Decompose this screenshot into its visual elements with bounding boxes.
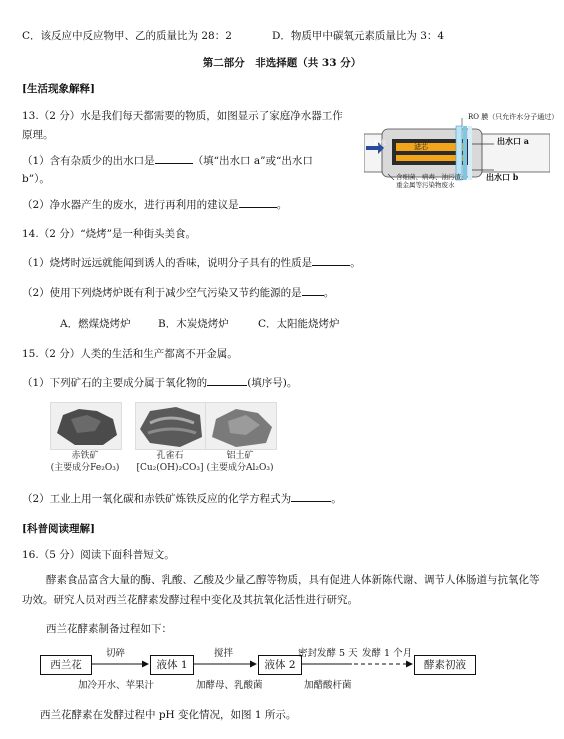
q13-stem-line1: 13.（2 分）水是我们每天都需要的物质，如图显示了家庭净水器工作 xyxy=(22,110,343,122)
flow-box-liquid2: 液体 2 xyxy=(258,655,302,675)
malachite-formula: [Cu₂(OH)₂CO₃] xyxy=(136,463,204,473)
q14-sub2 xyxy=(22,285,334,300)
flow-box-liquid1: 液体 1 xyxy=(150,655,194,675)
arrow4-top-label: 发酵 1 个月 xyxy=(362,648,413,659)
filter-label: 滤芯 xyxy=(414,143,428,151)
q16-last-line: 西兰花酵素在发酵过程中 pH 变化情况，如图 1 所示。 xyxy=(40,709,297,721)
section-header-life: [生活现象解释] xyxy=(22,83,95,95)
hematite-image xyxy=(50,402,122,450)
waste-note-1: 含细菌、病毒、油污渣、 xyxy=(396,173,468,181)
flow-box-broccoli: 西兰花 xyxy=(40,655,92,675)
q13-sub1-text: （1）含有杂质少的出水口是 xyxy=(22,155,155,167)
q13-sub2-end: 。 xyxy=(276,199,288,211)
q13-sub1 xyxy=(22,153,313,168)
q15-sub2-end: 。 xyxy=(331,493,342,505)
arrow3-top-label: 密封发酵 5 天 xyxy=(298,648,358,659)
ro-membrane-label: RO 膜（只允许水分子通过） xyxy=(468,113,559,121)
q14-option-c[interactable]: C．太阳能烧烤炉 xyxy=(258,318,340,330)
malachite-image xyxy=(135,402,207,450)
q13-sub1-cont: b”）。 xyxy=(22,173,50,185)
answer-blank[interactable] xyxy=(312,255,350,266)
arrow1-top-label: 切碎 xyxy=(106,648,126,659)
q14-option-a[interactable]: A．燃煤烧烤炉 xyxy=(60,318,131,330)
q13-sub1-text2: （填“出水口 a”或“出水口 xyxy=(192,155,313,167)
arrow2-bottom-label: 加酵母、乳酸菌 xyxy=(196,680,263,691)
bauxite-image xyxy=(205,402,277,450)
bauxite-caption xyxy=(190,450,290,474)
arrow1-bottom-label: 加冷开水、苹果汁 xyxy=(78,680,155,691)
q14-sub2-text: （2）使用下列烧烤炉既有利于减少空气污染又节约能源的是 xyxy=(22,287,302,299)
flow-box-enzyme: 酵素初液 xyxy=(414,655,476,675)
inlet-label: 自来水 xyxy=(365,139,386,147)
q16-stem: 16.（5 分）阅读下面科普短文。 xyxy=(22,549,175,561)
q14-sub2-end: 。 xyxy=(323,287,335,299)
q16-paragraph: 酵素食品富含大量的酶、乳酸、乙酸及少量乙醇等物质，具有促进人体新陈代谢、调节人体肠道与抗氧化等功效。研究人员对西兰花酵素发酵过程中变化及其抗氧化活性进行研究。 xyxy=(22,574,540,606)
q14-stem: 14.（2 分）“烧烤”是一种街头美食。 xyxy=(22,228,196,240)
answer-blank[interactable] xyxy=(291,491,331,502)
section-header-science: [科普阅读理解] xyxy=(22,523,95,535)
water-purifier-diagram xyxy=(364,112,559,192)
q14-sub1 xyxy=(22,255,361,270)
bauxite-formula: (主要成分Al₂O₃) xyxy=(206,463,274,473)
hematite-name: 赤铁矿 xyxy=(71,451,99,461)
q15-sub2-text: （2）工业上用一氧化碳和赤铁矿炼铁反应的化学方程式为 xyxy=(22,493,292,505)
answer-blank[interactable] xyxy=(207,375,247,386)
arrow3-bottom-label: 加醋酸杆菌 xyxy=(304,680,352,691)
outlet-a-label: 出水口 a xyxy=(497,136,529,146)
part2-title: 第二部分 非选择题（共 33 分） xyxy=(202,57,362,69)
q14-option-b[interactable]: B．木炭烧烤炉 xyxy=(158,318,229,330)
outlet-b-label: 出水口 b xyxy=(486,172,519,182)
q14-sub1-end: 。 xyxy=(350,257,361,269)
process-title: 西兰花酵素制备过程如下： xyxy=(46,623,172,635)
answer-blank[interactable] xyxy=(155,153,193,164)
q15-stem: 15.（2 分）人类的生活和生产都离不开金属。 xyxy=(22,348,238,360)
malachite-name: 孔雀石 xyxy=(156,451,184,461)
flow-arrows xyxy=(0,640,564,700)
bauxite-name: 铝土矿 xyxy=(226,451,254,461)
arrow2-top-label: 搅拌 xyxy=(214,648,234,659)
answer-blank[interactable] xyxy=(239,197,277,208)
q13-stem-line2: 原理。 xyxy=(22,129,54,141)
q15-sub2 xyxy=(22,491,342,506)
hematite-formula: (主要成分Fe₂O₃) xyxy=(50,463,120,473)
q14-sub1-text: （1）烧烤时远远就能闻到诱人的香味，说明分子具有的性质是 xyxy=(22,257,313,269)
q13-sub2-text: （2）净水器产生的废水，进行再利用的建议是 xyxy=(22,199,239,211)
option-d: D．物质甲中碳氧元素质量比为 3：4 xyxy=(272,30,445,42)
q15-sub1 xyxy=(22,375,297,390)
answer-blank[interactable] xyxy=(302,285,324,296)
q15-sub1-text: （1）下列矿石的主要成分属于氧化物的 xyxy=(22,377,208,389)
q15-sub1-end: (填序号)。 xyxy=(247,377,298,389)
waste-note-2: 重金属等污染物废水 xyxy=(396,181,455,189)
option-c: C．该反应中反应物甲、乙的质量比为 28：2 xyxy=(22,30,232,42)
q13-sub2 xyxy=(22,197,287,212)
